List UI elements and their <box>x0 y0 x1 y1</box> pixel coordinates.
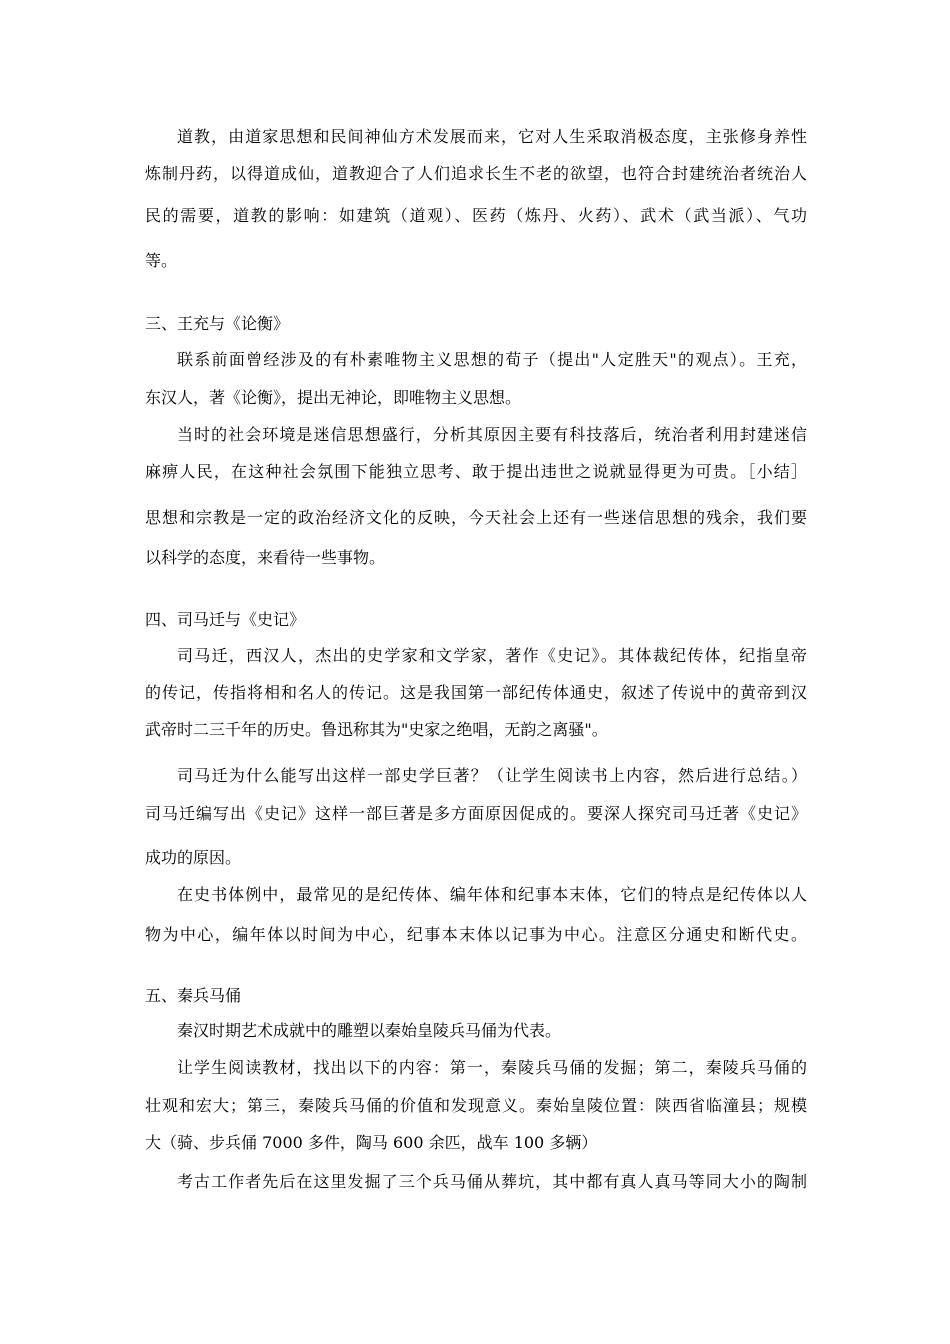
terracotta-p2-line-1: 让学生阅读教材，找出以下的内容：第一，秦陵兵马俑的发掘；第二，秦陵兵马俑的 <box>177 1058 807 1077</box>
taoism-line-1: 道教，由道家思想和民间神仙方术发展而来，它对人生采取消极态度，主张修身养性 <box>177 127 807 146</box>
taoism-line-4: 等。 <box>145 251 178 270</box>
wangchong-p2-line-3: 思想和宗教是一定的政治经济文化的反映，今天社会上还有一些迷信思想的残余，我们要 <box>145 508 807 527</box>
section-heading-simaqian: 四、司马迁与《史记》 <box>145 610 306 629</box>
taoism-line-3: 民的需要，道教的影响：如建筑（道观）、医药（炼丹、火药）、武术（武当派）、气功 <box>145 206 807 225</box>
wangchong-p2-line-2: 麻痹人民，在这种社会氛围下能独立思考、敢于提出违世之说就显得更为可贵。［小结］ <box>145 462 807 481</box>
simaqian-p2-line-3: 成功的原因。 <box>145 848 242 867</box>
wangchong-p1-line-2: 东汉人，著《论衡》，提出无神论，即唯物主义思想。 <box>145 388 522 407</box>
terracotta-p2-line-3: 大（骑、步兵俑 7000 多件，陶马 600 余匹，战车 100 多辆） <box>145 1133 598 1152</box>
taoism-line-2: 炼制丹药，以得道成仙，道教迎合了人们追求长生不老的欲望，也符合封建统治者统治人 <box>145 164 807 183</box>
simaqian-p1-line-1: 司马迁，西汉人，杰出的史学家和文学家，著作《史记》。其体裁纪传体，纪指皇帝 <box>177 646 807 665</box>
wangchong-p1-line-1: 联系前面曾经涉及的有朴素唯物主义思想的荀子（提出"人定胜天"的观点）。王充， <box>177 350 807 369</box>
simaqian-p2-line-1: 司马迁为什么能写出这样一部史学巨著？（让学生阅读书上内容，然后进行总结。） <box>177 766 807 785</box>
simaqian-p1-line-2: 的传记，传指将相和名人的传记。这是我国第一部纪传体通史，叙述了传说中的黄帝到汉 <box>145 683 807 702</box>
terracotta-p1-line-1: 秦汉时期艺术成就中的雕塑以秦始皇陵兵马俑为代表。 <box>177 1021 562 1040</box>
simaqian-p3-line-2: 物为中心，编年体以时间为中心，纪事本末体以记事为中心。注意区分通史和断代史。 <box>145 925 807 944</box>
simaqian-p3-line-1: 在史书体例中，最常见的是纪传体、编年体和纪事本末体，它们的特点是纪传体以人 <box>177 885 807 904</box>
terracotta-p3-line-1: 考古工作者先后在这里发掘了三个兵马俑从葬坑，其中都有真人真马等同大小的陶制 <box>177 1172 807 1191</box>
terracotta-p2-line-2: 壮观和宏大；第三，秦陵兵马俑的价值和发现意义。秦始皇陵位置：陕西省临潼县；规模 <box>145 1096 807 1115</box>
simaqian-p2-line-2: 司马迁编写出《史记》这样一部巨著是多方面原因促成的。要深人探究司马迁著《史记》 <box>145 804 807 823</box>
section-heading-wangchong: 三、王充与《论衡》 <box>145 314 290 333</box>
section-heading-terracotta: 五、秦兵马俑 <box>145 986 242 1005</box>
wangchong-p2-line-4: 以科学的态度，来看待一些事物。 <box>145 548 386 567</box>
simaqian-p1-line-3: 武帝时二三千年的历史。鲁迅称其为"史家之绝唱，无韵之离骚"。 <box>145 720 608 739</box>
wangchong-p2-line-1: 当时的社会环境是迷信思想盛行，分析其原因主要有科技落后，统治者利用封建迷信 <box>177 425 807 444</box>
